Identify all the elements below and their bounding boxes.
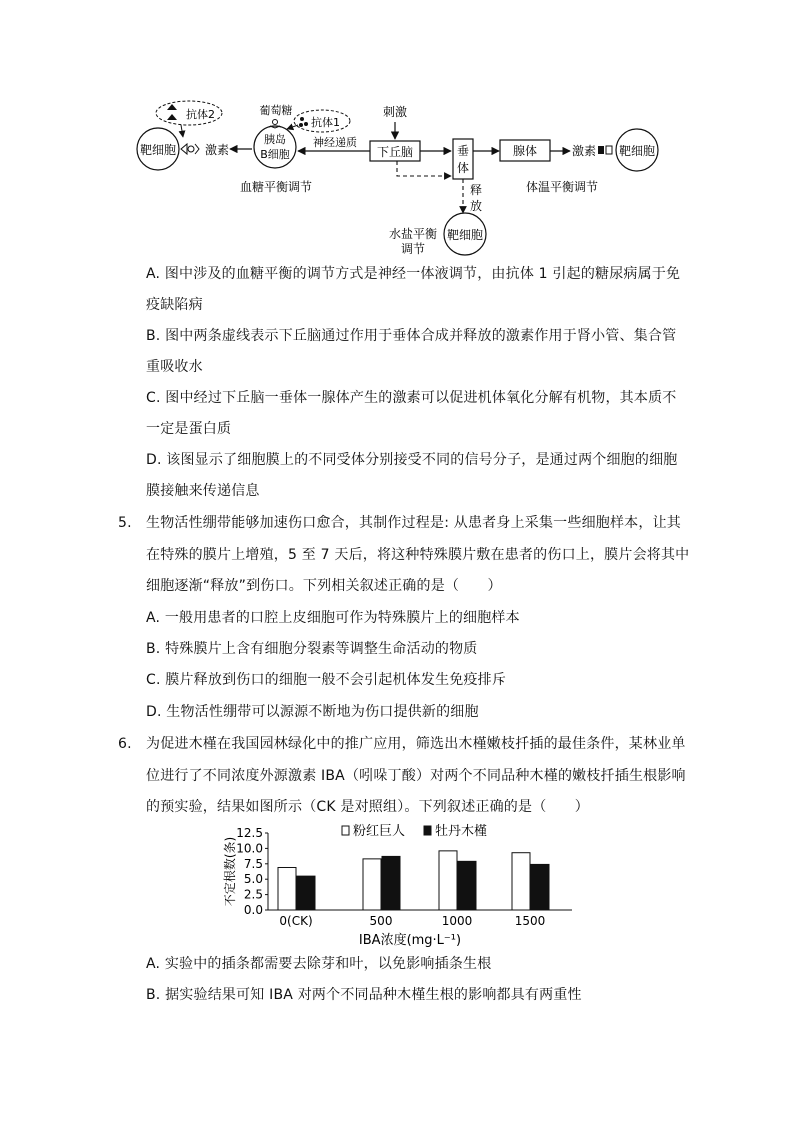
endocrine-regulation-diagram xyxy=(0,0,794,262)
target-cell-left-label: 靶细胞 xyxy=(139,143,177,157)
q6-option-b: B. 据实验结果可知 IBA 对两个不同品种木槿生根的影响都具有两重性 xyxy=(146,987,582,1003)
receptor-left-icon xyxy=(181,144,199,154)
q6-stem-line3: 的预实验，结果如图所示（CK 是对照组）。下列叙述正确的是（ ） xyxy=(146,799,590,815)
target-cell-bottom-label: 靶细胞 xyxy=(446,228,484,242)
pituitary-label-2: 体 xyxy=(456,161,470,175)
gland-label: 腺体 xyxy=(512,144,538,158)
q4-option-b-line2: 重吸收水 xyxy=(146,359,203,375)
iba-root-count-chart xyxy=(0,815,794,950)
q5-stem-line1: 生物活性绷带能够加速伤口愈合，其制作过程是: 从患者身上采集一些细胞样本，让其 xyxy=(146,515,681,531)
q6-option-a: A. 实验中的插条都需要去除芽和叶，以免影响插条生根 xyxy=(146,956,492,972)
hypothalamus-label: 下丘脑 xyxy=(376,145,414,159)
islet-b-cell-line2: B细胞 xyxy=(260,148,290,161)
q4-option-b-line1: B. 图中两条虚线表示下丘脑通过作用于垂体合成并释放的激素作用于肾小管、集合管 xyxy=(146,328,677,344)
bar-series-2 xyxy=(297,876,315,910)
water-salt-regulation-line1: 水盐平衡 xyxy=(388,227,438,241)
bar-series-2 xyxy=(458,861,476,910)
q5-option-b: B. 特殊膜片上含有细胞分裂素等调整生命活动的物质 xyxy=(146,641,478,657)
q4-option-c-line2: 一定是蛋白质 xyxy=(146,421,232,437)
q6-number: 6. xyxy=(118,736,132,752)
legend-label: 牡丹木槿 xyxy=(435,824,488,839)
bar-series-1 xyxy=(512,853,530,910)
antibody1-label: 抗体1 xyxy=(311,116,340,129)
y-tick-label: 5.0 xyxy=(243,872,263,887)
legend-swatch xyxy=(424,826,431,835)
bar-series-2 xyxy=(531,864,549,910)
receptor-right-icon xyxy=(598,146,612,154)
q5-stem-line2: 在特殊的膜片上增殖，5 至 7 天后，将这种特殊膜片敷在患者的伤口上，膜片会将其中 xyxy=(146,547,690,563)
target-cell-right-label: 靶细胞 xyxy=(618,144,656,158)
q6-stem-line2: 位进行了不同浓度外源激素 IBA（吲哚丁酸）对两个不同品种木槿的嫩枝扦插生根影响 xyxy=(146,768,686,784)
q5-option-d: D. 生物活性绷带可以源源不断地为伤口提供新的细胞 xyxy=(146,704,479,720)
q4-option-d-line1: D. 该图显示了细胞膜上的不同受体分别接受不同的信号分子，是通过两个细胞的细胞 xyxy=(146,452,678,468)
pituitary-label-1: 垂 xyxy=(456,144,470,158)
x-tick-label: 1000 xyxy=(441,914,473,928)
q4-option-a-line1: A. 图中涉及的血糖平衡的调节方式是神经一体液调节，由抗体 1 引起的糖尿病属于免 xyxy=(146,266,681,282)
y-tick-label: 0.0 xyxy=(243,903,263,917)
x-tick-label: 0(CK) xyxy=(279,914,313,928)
bar-series-1 xyxy=(439,851,457,910)
release-label-1: 释 xyxy=(470,183,483,197)
antibody2-label: 抗体2 xyxy=(186,108,215,121)
q5-number: 5. xyxy=(118,515,132,531)
x-tick-label: 1500 xyxy=(514,914,546,928)
x-tick-label: 500 xyxy=(369,914,393,928)
neurotransmitter-label: 神经递质 xyxy=(313,136,357,149)
q4-option-a-line2: 疫缺陷病 xyxy=(146,297,203,313)
q6-stem-line1: 为促进木槿在我国园林绿化中的推广应用，筛选出木槿嫩枝扦插的最佳条件，某林业单 xyxy=(146,736,686,752)
hormone-label-right: 激素 xyxy=(572,144,597,158)
glucose-label: 葡萄糖 xyxy=(259,104,293,117)
q5-option-a: A. 一般用患者的口腔上皮细胞可作为特殊膜片上的细胞样本 xyxy=(146,610,520,626)
legend-label: 粉红巨人 xyxy=(353,824,406,839)
y-tick-label: 7.5 xyxy=(243,856,263,871)
stimulus-label: 刺激 xyxy=(382,105,408,119)
release-label-2: 放 xyxy=(470,199,483,213)
q5-stem-line3: 细胞逐渐“释放”到伤口。下列相关叙述正确的是（ ） xyxy=(146,578,502,594)
y-tick-label: 12.5 xyxy=(236,826,263,840)
legend-swatch xyxy=(342,826,349,835)
water-salt-regulation-line2: 调节 xyxy=(400,242,426,256)
bar-series-1 xyxy=(363,859,381,910)
bar-series-2 xyxy=(382,856,400,910)
body-temp-regulation-label: 体温平衡调节 xyxy=(525,180,599,194)
hormone-label-left: 激素 xyxy=(205,143,230,157)
antibody2-symbols-icon xyxy=(167,104,177,120)
bar-series-1 xyxy=(278,867,296,910)
antibody1-symbols-icon xyxy=(299,117,308,127)
x-axis-label: IBA浓度(mg·L⁻¹) xyxy=(358,933,462,948)
q4-option-c-line1: C. 图中经过下丘脑一垂体一腺体产生的激素可以促进机体氧化分解有机物，其本质不 xyxy=(146,390,677,406)
y-tick-label: 10.0 xyxy=(236,841,263,856)
y-tick-label: 2.5 xyxy=(243,887,263,902)
islet-b-cell-line1: 胰岛 xyxy=(264,133,286,146)
q5-option-c: C. 膜片释放到伤口的细胞一般不会引起机体发生免疫排斥 xyxy=(146,672,507,688)
y-axis-label: 不定根数(条) xyxy=(223,836,237,907)
blood-sugar-regulation-label: 血糖平衡调节 xyxy=(239,180,313,194)
q4-option-d-line2: 膜接触来传递信息 xyxy=(146,483,260,499)
